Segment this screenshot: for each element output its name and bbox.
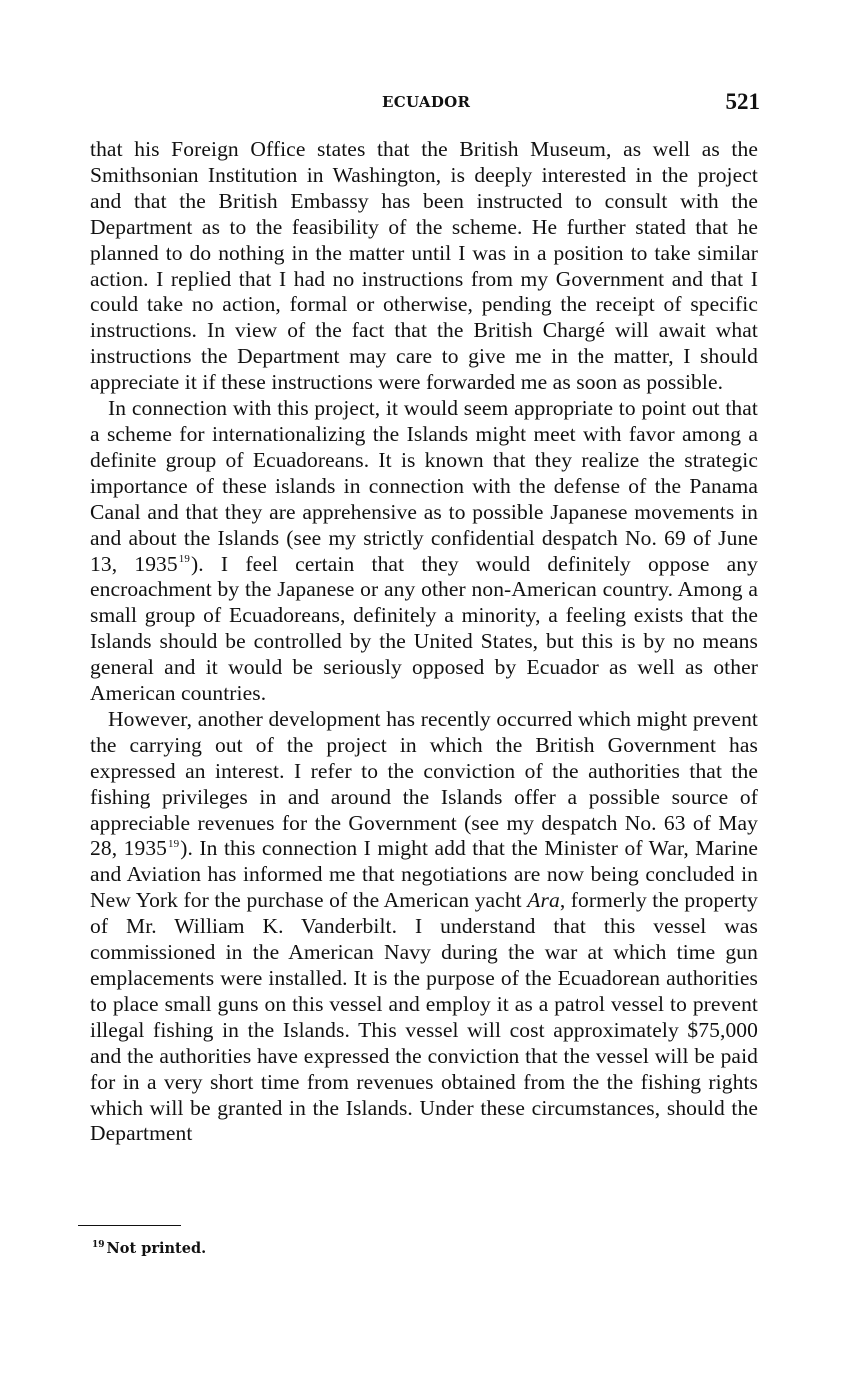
- paragraph-continuation: that his Foreign Office states that the British Museum, as well as the Smithsonian Institution in Washington, is deeply interested in the project and that the British Embassy has been instructed to consult with the Department as to the feasibility of the scheme. He further stated that he planned to do nothing in the matter until I was in a position to take similar action. I replied that I had no instructions from my Government and that I could take no action, formal or otherwise, pending the receipt of specific instructions. In view of the fact that the British Chargé will await what instructions the Department may care to give me in the matter, I should appreciate it if these instructions were forwarded me as soon as possible.: [90, 137, 758, 395]
- paragraph-text: , formerly the property of Mr. William K. Vanderbilt. I understand that this vessel was commissioned in the American Navy during the war at which time gun emplacements were installed. It is the purpose of the Ecuadorean authorities to place small guns on this vessel and employ it as a patrol vessel to prevent illegal fishing in the Islands. This vessel will cost approximately $75,000 and the authorities have expressed the conviction that the vessel will be paid for in a very short time from revenues obtained from the the fishing rights which will be granted in the Islands. Under these circumstances, should the Department: [90, 888, 758, 1146]
- footnote: [92, 1240, 206, 1257]
- paragraph-text: In connection with this project, it would seem appropriate to point out that a scheme for internationalizing the Islands might meet with favor among a definite group of Ecuadoreans. It is known that they realize the strategic importance of these islands in connection with the defense of the Panama Canal and that they are apprehensive as to possible Japanese movements in and about the Islands (see my strictly confidential despatch No. 69 of June 13, 1935: [90, 396, 758, 576]
- footnote-reference: 19: [178, 553, 190, 566]
- paragraph-text: ). I feel certain that they would definitely oppose any encroachment by the Japanese or any other non-American country. Among a small group of Ecuadoreans, definitely a minority, a feeling exists that the Islands should be controlled by the United States, but this is by no means general and it would be seriously opposed by Ecuador as well as other American countries.: [90, 551, 758, 706]
- paragraph-fishing-privileges: [90, 707, 758, 1147]
- body-text: [90, 137, 758, 1147]
- footnote-reference: 19: [168, 838, 180, 851]
- page-number: 521: [725, 89, 760, 114]
- yacht-name: Ara: [527, 888, 560, 913]
- paragraph-text: However, another development has recently occurred which might prevent the carrying out of the project in which the British Government has expressed an interest. I refer to the conviction of the authorities that the fishing privileges in and around the Islands offer a possible source of appreciable revenues for the Government (see my despatch No. 63 of May 28, 1935: [90, 706, 758, 861]
- footnote-divider: [78, 1225, 181, 1226]
- footnote-mark: 19: [92, 1240, 105, 1251]
- footnote-text: Not printed.: [106, 1240, 207, 1257]
- paragraph-internationalizing: [90, 396, 758, 707]
- running-title: ECUADOR: [382, 93, 471, 111]
- paragraph-text: ). In this connection I might add that the Minister of War, Marine and Aviation has informed me that negotiations are now being concluded in New York for the purchase of the American yacht: [90, 836, 758, 913]
